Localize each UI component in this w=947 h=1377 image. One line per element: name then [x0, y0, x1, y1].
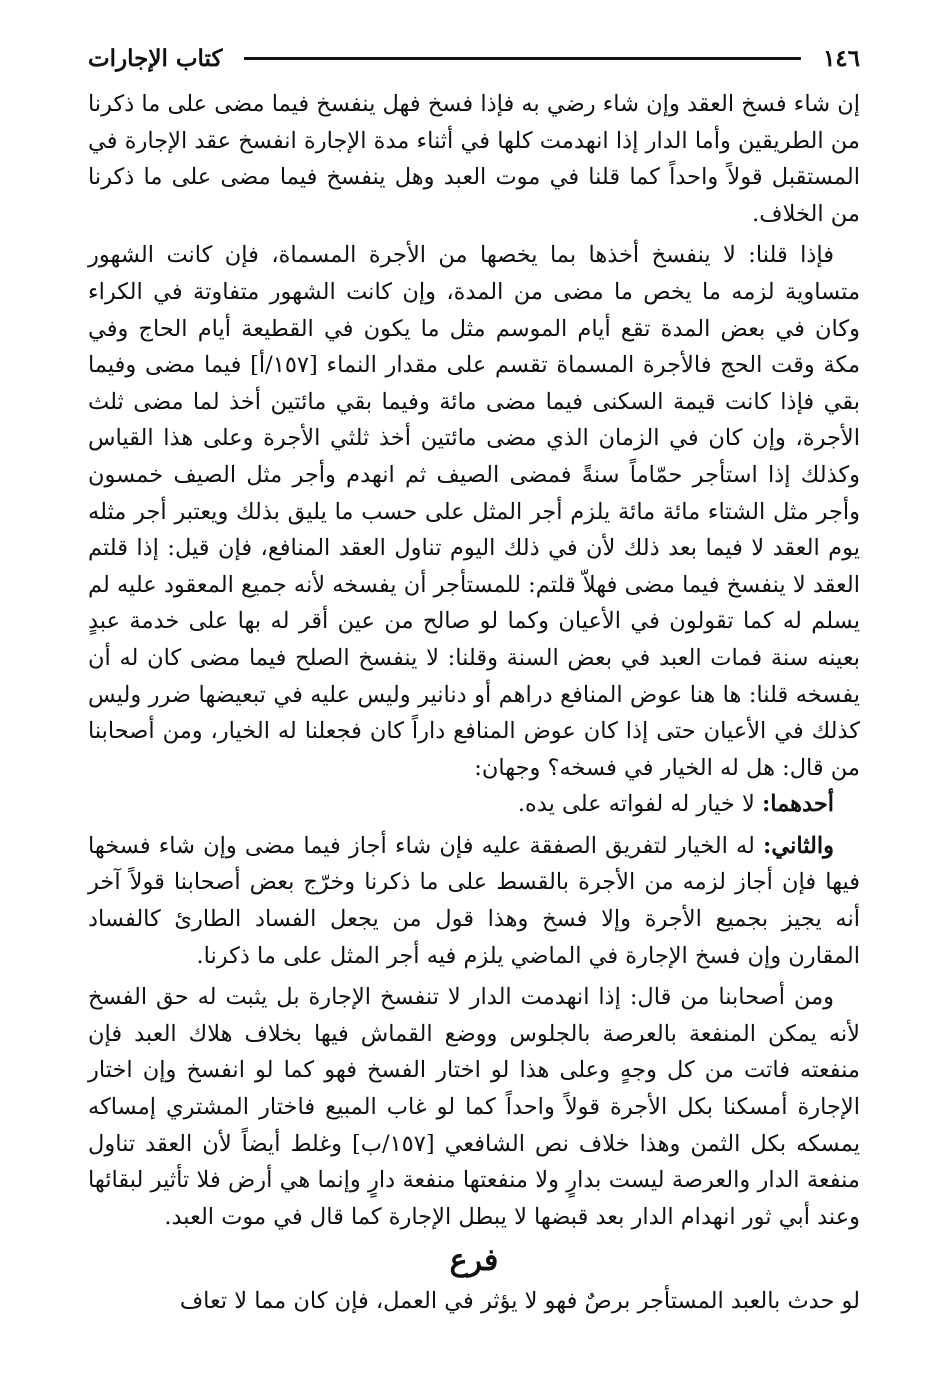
section-heading: فرع [449, 1243, 499, 1279]
paragraph-last: لو حدث بالعبد المستأجر برصٌ فهو لا يؤثر في العمل، فإن كان مما لا تعاف [179, 1288, 860, 1315]
opinion-second [88, 828, 860, 974]
paragraph-1: إن شاء فسخ العقد وإن شاء رضي به فإذا فسخ فهل ينفسخ فيما مضى على ما ذكرنا من الطريقين وأما الدار إذا انهدمت كلها في أثناء مدة الإجارة انفسخ عقد الإجارة في المستقبل قولاً واحداً كما قلنا في موت العبد وهل ينفسخ فيما مضى على ما ذكرنا من الخلاف. [88, 91, 860, 227]
paragraph-2: فإذا قلنا: لا ينفسخ أخذها بما يخصها من الأجرة المسماة، فإن كانت الشهور متساوية لزمه ما يخص ما مضى من المدة، وإن كانت الشهور متفاوتة في الكراء وكان في بعض المدة تقع أيام الموسم مثل ما يكون في القطيعة أيام الحاج وفي مكة وقت الحج فالأجرة المسماة تقسم على مقدار النماء [١٥٧/أ] فيما مضى وفيما بقي فإذا كانت قيمة السكنى فيما مضى مائة وفيما بقي مائتين أخذ لما مضى ثلث الأجرة، وإن كان في الزمان الذي مضى مائتين أخذ ثلثي الأجرة وعلى هذا القياس وكذلك إذا استأجر حمّاماً سنةً فمضى الصيف ثم انهدم وأجر مثل الصيف خمسون وأجر مثل الشتاء مائة مائة يلزم أجر المثل على حسب ما يليق بذلك ويعتبر أجر مثله يوم العقد لا فيما بعد ذلك لأن في ذلك اليوم تناول العقد المنافع، فإن قيل: إذا قلتم العقد لا ينفسخ فيما مضى فهلاّ قلتم: للمستأجر أن يفسخه لأنه جميع المعقود عليه لم يسلم له كما تقولون في الأعيان وكما لو صالح من عين أقر له بها على خدمة عبدٍ بعينه سنة فمات العبد في بعض السنة وقلنا: لا ينفسخ الصلح فيما مضى كان له أن يفسخه قلنا: ها هنا عوض المنافع دراهم أو دنانير وليس عليه في تبعيضها ضرر وليس كذلك في الأعيان حتى إذا كان عوض المنافع داراً كان فجعلنا له الخيار، ومن أصحابنا من قال: هل له الخيار في فسخه؟ وجهان: [88, 242, 860, 781]
page-body [88, 86, 860, 1320]
opinion-second-label: والثاني: [763, 832, 834, 859]
book-title: كتاب الإجارات [88, 44, 223, 72]
opinion-second-text: له الخيار لتفريق الصفقة عليه فإن شاء أجاز فيما مضى وإن شاء فسخها فيها فإن أجاز لزمه من الأجرة بالقسط على ما ذكرنا وخرّج بعض أصحابنا قولاً آخر أنه يجيز بجميع الأجرة وإلا فسخ وهذا قول من يجعل الفساد الطارئ كالفساد المقارن وإن فسخ الإجارة في الماضي يلزم فيه أجر المثل على ما ذكرنا. [88, 832, 860, 969]
paragraph-3: ومن أصحابنا من قال: إذا انهدمت الدار لا تنفسخ الإجارة بل يثبت له حق الفسخ لأنه يمكن المنفعة بالعرصة بالجلوس ووضع القماش فيها بخلاف هلاك العبد فإن منفعته فاتت من كل وجهٍ وعلى هذا لو اختار الفسخ فهو كما لو انفسخ وإن اختار الإجارة أمسكنا بكل الأجرة قولاً واحداً كما لو غاب المبيع فاختار المشتري إمساكه يمسكه بكل الثمن وهذا خلاف نص الشافعي [١٥٧/ب] وغلط أيضاً لأن العقد تناول منفعة الدار والعرصة ليست بدارٍ ولا منفعتها منفعة دارٍ وإنما هي أرض فلا تأثير لبقائها وعند أبي ثور انهدام الدار بعد قبضها لا يبطل الإجارة كما قال في موت العبد. [88, 984, 861, 1230]
page-number: ١٤٦ [822, 44, 860, 72]
opinion-first-label: أحدهما: [761, 791, 834, 818]
opinion-first [88, 786, 860, 823]
header-rule [244, 57, 800, 60]
opinion-first-text: لا خيار له لفواته على يده. [517, 791, 755, 818]
page-header [88, 38, 860, 78]
